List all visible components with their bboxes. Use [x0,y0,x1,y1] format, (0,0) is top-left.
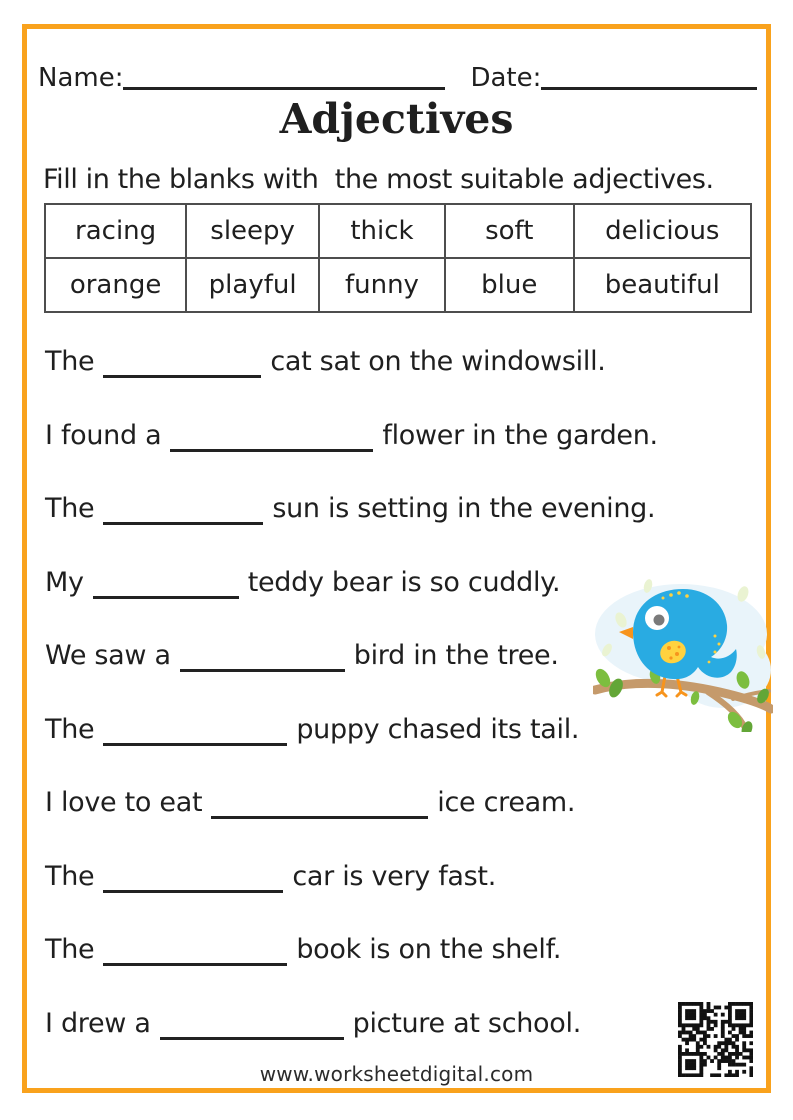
sentence-before-text: We saw a [45,640,171,672]
sentence [45,472,757,546]
sentence-before-text: The [45,493,95,525]
sentence [45,766,757,840]
word-bank-table [44,203,752,313]
word-bank-row [45,258,751,312]
header-row [38,65,757,91]
sentence-before-text: The [45,346,95,378]
word-bank-cell: playful [186,258,319,312]
word-bank-cell: blue [445,258,574,312]
word-bank-body [45,204,751,312]
fill-blank [93,580,239,599]
sentence-before-text: I drew a [45,1007,151,1039]
word-bank-cell: delicious [574,204,751,258]
word-bank-cell: racing [45,204,186,258]
name-label: Name: [38,63,124,93]
sentence-after-text: flower in the garden. [382,419,658,451]
sentence-after-text: sun is setting in the evening. [272,493,656,525]
word-bank-cell: orange [45,258,186,312]
instruction-text: Fill in the blanks with the most suitable adjectives. [43,164,714,195]
sentence-after-text: bird in the tree. [353,640,559,672]
sentence [45,913,757,987]
sentence-after-text: teddy bear is so cuddly. [247,566,561,598]
date-blank-line [541,87,757,90]
sentence-before-text: My [45,566,84,598]
sentence-after-text: puppy chased its tail. [296,713,580,745]
fill-blank [103,506,263,525]
sentence [45,325,757,399]
fill-blank [180,653,345,672]
sentence-before-text: The [45,934,95,966]
name-blank-line [123,87,445,90]
word-bank-cell: soft [445,204,574,258]
sentence-before-text: I love to eat [45,787,203,819]
fill-blank [170,433,373,452]
word-bank-cell: beautiful [574,258,751,312]
word-bank-cell: thick [319,204,445,258]
fill-blank [103,359,261,378]
sentence-after-text: ice cream. [437,787,576,819]
page-border [22,24,771,1093]
fill-blank [103,947,287,966]
sentence-before-text: I found a [45,419,162,451]
word-bank-cell: funny [319,258,445,312]
fill-blank [103,727,287,746]
sentence-after-text: car is very fast. [292,860,496,892]
sentence-before-text: The [45,713,95,745]
fill-blank [160,1021,344,1040]
footer-url: www.worksheetdigital.com [259,1062,534,1086]
sentence-after-text: picture at school. [352,1007,581,1039]
word-bank-cell: sleepy [186,204,319,258]
fill-blank [103,874,283,893]
fill-blank [211,800,428,819]
sentence-before-text: The [45,860,95,892]
bird-illustration [593,572,773,732]
sentence-after-text: cat sat on the windowsill. [270,346,606,378]
word-bank-row [45,204,751,258]
sentence [45,840,757,914]
bird-pupil [654,615,665,626]
page-title: Adjectives [279,95,514,143]
sentence [45,987,757,1061]
sentence [45,399,757,473]
sentence-after-text: book is on the shelf. [296,934,562,966]
date-label: Date: [470,63,542,93]
